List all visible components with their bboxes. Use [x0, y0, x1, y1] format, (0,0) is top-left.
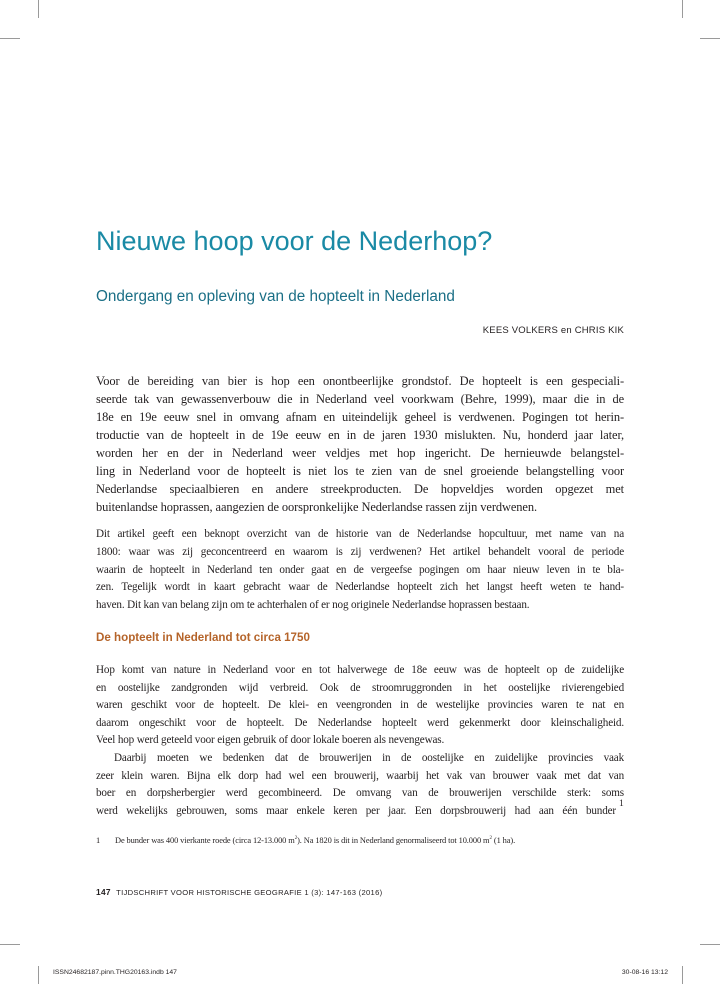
- author-name: CHRIS KIK: [574, 325, 624, 336]
- crop-mark: [682, 966, 683, 984]
- lead-paragraph: [96, 372, 624, 516]
- crop-mark: [682, 0, 683, 18]
- text-line: waren geschikt voor de hopteelt. De klei- en veengronden in de westelijke provincies waren te nat en: [96, 699, 624, 712]
- text-line: 1800: waar was zij geconcentreerd en waarom is zij verdwenen? Het artikel behandelt vooral de periode: [96, 545, 624, 558]
- text-line: ling in Nederland voor de hopteelt is niet los te zien van de snel groeiende belangstelling voor: [96, 464, 624, 478]
- footnote-text: De bunder was 400 vierkante roede (circa 12-13.000 m: [115, 836, 295, 845]
- text-line: troductie van de hopteelt in de 19e eeuw en in de jaren 1930 mislukten. Nu, honderd jaar later,: [96, 428, 624, 442]
- print-slug-file: ISSN24682187.pinn.THG20163.indb 147: [53, 969, 177, 976]
- text-line: seerde tak van gewassenverbouw die in Nederland veel voorkwam (Behre, 1999), maar die in de: [96, 392, 624, 406]
- body-paragraph: [96, 662, 624, 750]
- text-line: en oostelijke zandgronden wijd verbreid. Ook de stroomruggronden in het oostelijke rivierengebied: [96, 681, 624, 694]
- text-line: waarin de hopteelt in Nederland ten onder gaat en de vergeefse pogingen om haar nieuw leven in te bla-: [96, 563, 624, 576]
- text-line: werd wekelijks gebrouwen, soms maar enkele keren per jaar. Een dorpsbrouwerij had aan één bunder: [96, 804, 616, 817]
- footnote-text: (1 ha).: [491, 836, 516, 845]
- text-line: Veel hop werd geteeld voor eigen gebruik of door lokale boeren als nevengewas.: [96, 734, 445, 747]
- text-line: worden her en der in Nederland weer veldjes met hop ingericht. De hernieuwde belangstel-: [96, 446, 624, 460]
- crop-mark: [700, 944, 720, 945]
- text-line: Hop komt van nature in Nederland voor en tot halverwege de 18e eeuw was de hopteelt op de zuidelijke: [96, 664, 624, 676]
- superscript: 2: [489, 836, 492, 842]
- article-title: Nieuwe hoop voor de Nederhop?: [96, 226, 493, 256]
- text-line: buitenlandse hoprassen, aangezien de oorspronkelijke Nederlandse rassen zijn verdwenen.: [96, 500, 537, 514]
- footnote-number: 1: [96, 836, 101, 845]
- crop-mark: [0, 944, 20, 945]
- article-subtitle: Ondergang en opleving van de hopteelt in Nederland: [96, 288, 455, 305]
- text-line: boer en dorpsherbergier werd gecombineerd. De omvang van de brouwerijen verschilde sterk: soms: [96, 787, 624, 800]
- text-line: Nederlandse speciaalbieren en andere streekproducten. De hopveldjes worden opgezet met: [96, 482, 624, 496]
- text-line: zen. Tegelijk wordt in kaart gebracht waar de Nederlandse hopteelt zich het langst heeft weten te hand-: [96, 581, 624, 594]
- author-conjunction: en: [560, 325, 572, 336]
- footnote-text: ). Na 1820 is dit in Nederland genormaliseerd tot 10.000 m: [297, 836, 490, 845]
- text-line: 18e en 19e eeuw snel in omvang afnam en uiteindelijk geheel is verdwenen. Pogingen tot herin-: [96, 410, 624, 424]
- intro-paragraph: [96, 526, 624, 615]
- text-line: Daarbij moeten we bedenken dat de brouwerijen in de oostelijke en zuidelijke provincies vaak: [114, 752, 624, 764]
- text-line: zeer klein waren. Bijna elk dorp had wel een brouwerij, waarbij het vak van brouwer vaak met dat van: [96, 769, 624, 782]
- body-paragraph: Daarbij moeten we bedenken dat de brouwerijen in de oostelijke en zuidelijke provincies vaak zeer klein waren. Bijna elk dorp had wel een brouwerij, waarbij het vak van brouwer vaak met dat van boer en dorpsherbergier werd gecombineerd. De omvang van de brouwerijen verschilde sterk: soms werd wekelijks gebrouwen, soms maar enkele keren per jaar. Een dorpsbrouwerij had aan één bunder 1: [96, 750, 624, 825]
- page-footer: [96, 887, 382, 897]
- author-line: [483, 325, 624, 336]
- print-slug-timestamp: 30-08-16 13:12: [621, 969, 668, 976]
- text-line: Voor de bereiding van bier is hop een onontbeerlijke grondstof. De hopteelt is een gespeciali-: [96, 374, 624, 388]
- journal-citation: TIJDSCHRIFT VOOR HISTORISCHE GEOGRAFIE 1 (3): 147-163 (2016): [116, 888, 383, 897]
- crop-mark: [38, 966, 39, 984]
- text-line: daarom ongeschikt voor de hopteelt. De Nederlandse hopteelt werd gekenmerkt door kleinschaligheid.: [96, 716, 624, 729]
- author-name: KEES VOLKERS: [482, 325, 559, 336]
- text-line: Dit artikel geeft een beknopt overzicht van de historie van de Nederlandse hopcultuur, met name van na: [96, 528, 624, 540]
- crop-mark: [700, 38, 720, 39]
- superscript: 2: [294, 836, 298, 842]
- crop-mark: [38, 0, 39, 18]
- section-heading: De hopteelt in Nederland tot circa 1750: [96, 631, 310, 644]
- crop-mark: [0, 38, 20, 39]
- footnote: [96, 836, 636, 845]
- page-number: 147: [96, 887, 111, 897]
- text-line: haven. Dit kan van belang zijn om te achterhalen of er nog originele Nederlandse hoprassen bestaan.: [96, 599, 530, 612]
